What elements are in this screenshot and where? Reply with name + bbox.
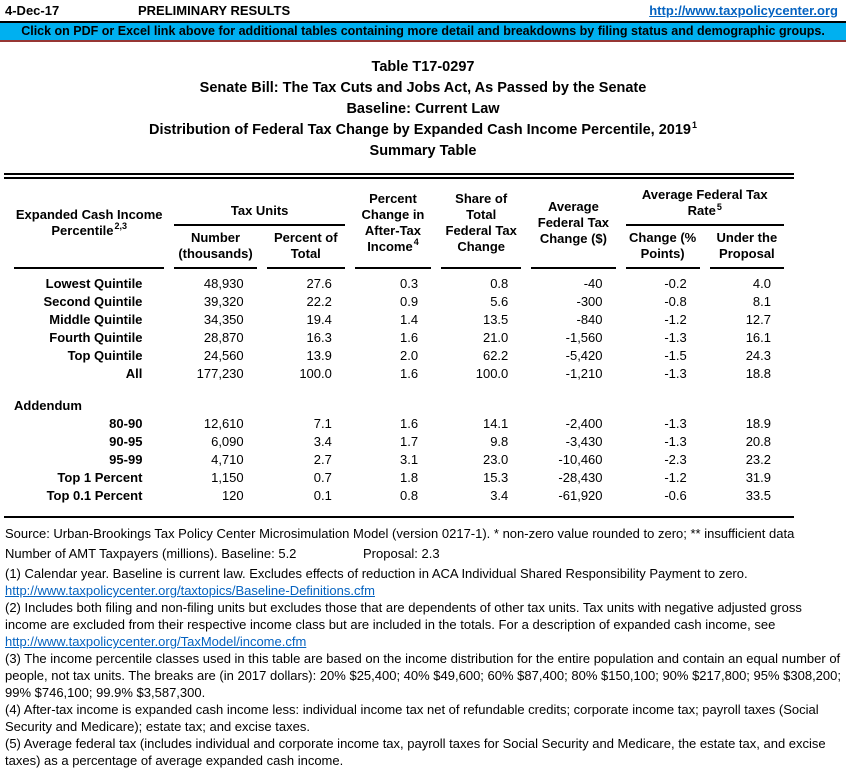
footnote-1: (1) Calendar year. Baseline is current law. Excludes effects of reduction in ACA Individual Shared Responsibility Payment to zero. bbox=[5, 566, 748, 581]
cell: -300 bbox=[576, 294, 603, 309]
table-row bbox=[14, 487, 784, 505]
document-header bbox=[0, 0, 846, 19]
cell: 1.6 bbox=[399, 416, 419, 431]
cell: 1.7 bbox=[399, 434, 419, 449]
cell: -1.3 bbox=[664, 330, 687, 345]
cell: 0.7 bbox=[313, 470, 332, 485]
cell: 16.1 bbox=[745, 330, 771, 345]
cell: 7.1 bbox=[313, 416, 332, 431]
col-header-average-change: Average Federal Tax Change ($) bbox=[531, 179, 615, 269]
baseline-title: Baseline: Current Law bbox=[346, 101, 500, 117]
cell: 1.6 bbox=[399, 366, 419, 381]
table-number-title: Table T17-0297 bbox=[371, 59, 475, 75]
cell: 23.0 bbox=[482, 452, 509, 467]
cell: -1.3 bbox=[664, 416, 687, 431]
col-header-percent-of-total: Percent of Total bbox=[267, 226, 345, 269]
col-header-percentile: Expanded Cash Income Percentile$^{2,3}$ bbox=[14, 179, 164, 269]
row-label: Lowest Quintile bbox=[45, 276, 143, 291]
summary-table-title: Summary Table bbox=[369, 143, 477, 159]
row-label: Top Quintile bbox=[67, 348, 143, 363]
income-definition-link[interactable]: http://www.taxpolicycenter.org/TaxModel/income.cfm bbox=[5, 634, 307, 649]
col-group-average-federal-tax-rate: Average Federal Tax Rate$^5$ bbox=[626, 179, 784, 226]
amt-baseline-value: Number of AMT Taxpayers (millions). Baseline: 5.2 bbox=[5, 546, 297, 561]
addendum-header-row bbox=[14, 397, 784, 415]
col-header-pct-change-after-tax-income: Percent Change in After-Tax Income$^4$ bbox=[355, 179, 431, 269]
cell: 0.8 bbox=[399, 488, 419, 503]
cell: 120 bbox=[221, 488, 244, 503]
cell: 21.0 bbox=[482, 330, 509, 345]
cell: 1,150 bbox=[211, 470, 244, 485]
cell: 2.7 bbox=[313, 452, 332, 467]
cell: -0.8 bbox=[664, 294, 687, 309]
table-row bbox=[14, 347, 784, 365]
table-row bbox=[14, 329, 784, 347]
row-label: Second Quintile bbox=[43, 294, 143, 309]
footnote-ref-1: 1 bbox=[692, 120, 698, 131]
cell: 27.6 bbox=[306, 276, 332, 291]
summary-table-container bbox=[4, 173, 794, 518]
cell: 9.8 bbox=[490, 434, 509, 449]
addendum-label: Addendum bbox=[14, 398, 82, 413]
cell: 1.4 bbox=[399, 312, 419, 327]
cell: 5.6 bbox=[490, 294, 509, 309]
row-label: Fourth Quintile bbox=[49, 330, 143, 345]
cell: -40 bbox=[583, 276, 603, 291]
cell: -1.3 bbox=[664, 434, 687, 449]
footnote-ref-4: 4 bbox=[413, 237, 419, 248]
cell: -61,920 bbox=[558, 488, 603, 503]
cell: -28,430 bbox=[558, 470, 603, 485]
source-note: Source: Urban-Brookings Tax Policy Center Microsimulation Model (version 0217-1). * non-zero value rounded to zero; ** insufficient data bbox=[5, 526, 795, 541]
table-row bbox=[14, 451, 784, 469]
document-date: 4-Dec-17 bbox=[5, 3, 60, 18]
cell: -840 bbox=[576, 312, 603, 327]
cell: 18.8 bbox=[745, 366, 771, 381]
row-label: All bbox=[125, 366, 143, 381]
row-label: Middle Quintile bbox=[49, 312, 143, 327]
cell: -3,430 bbox=[565, 434, 603, 449]
table-row bbox=[14, 415, 784, 433]
footnote-ref-5: 5 bbox=[716, 201, 722, 212]
cell: 22.2 bbox=[306, 294, 332, 309]
amt-taxpayers-note bbox=[5, 545, 842, 562]
baseline-definitions-link[interactable]: http://www.taxpolicycenter.org/taxtopics/Baseline-Definitions.cfm bbox=[5, 583, 375, 598]
col-group-tax-units: Tax Units bbox=[174, 179, 344, 226]
footnote-ref-2-3: 2,3 bbox=[114, 221, 128, 232]
cell: 48,930 bbox=[203, 276, 244, 291]
cell: -1.2 bbox=[664, 312, 687, 327]
cell: 3.1 bbox=[399, 452, 419, 467]
col-header-change-points: Change (% Points) bbox=[626, 226, 700, 269]
footnote-3: (3) The income percentile classes used in this table are based on the income distribution for the entire population and contain an equal number of people, not tax units. The breaks are (in 2017 dollars): 20% $25,400; 40% $49,600; 60% $87,400; 80% $150,100; 90% $217,800; 95% $308,200; 99% $746,100; 99.9% $3,587,300. bbox=[5, 651, 841, 700]
cell: -1.3 bbox=[664, 366, 687, 381]
row-label: 80-90 bbox=[109, 416, 143, 431]
cell: 1.6 bbox=[399, 330, 419, 345]
cell: 177,230 bbox=[196, 366, 244, 381]
preliminary-results-label: PRELIMINARY RESULTS bbox=[138, 3, 291, 18]
cell: -5,420 bbox=[565, 348, 603, 363]
footnote-4: (4) After-tax income is expanded cash income less: individual income tax net of refundable credits; corporate income tax; payroll taxes (Social Security and Medicare); estate tax; and excise taxes. bbox=[5, 702, 819, 734]
table-row bbox=[14, 311, 784, 329]
cell: -0.2 bbox=[664, 276, 687, 291]
table-row bbox=[14, 433, 784, 451]
cell: -1.5 bbox=[664, 348, 687, 363]
row-label: 90-95 bbox=[109, 434, 143, 449]
taxpolicycenter-link[interactable]: http://www.taxpolicycenter.org bbox=[649, 3, 838, 18]
table-row bbox=[14, 469, 784, 487]
cell: 24.3 bbox=[745, 348, 771, 363]
cell: -0.6 bbox=[664, 488, 687, 503]
cell: -1,560 bbox=[565, 330, 603, 345]
cell: -10,460 bbox=[558, 452, 603, 467]
footnote-1-link-container bbox=[5, 582, 842, 599]
cell: 1.8 bbox=[399, 470, 419, 485]
cell: -1,210 bbox=[565, 366, 603, 381]
cell: 15.3 bbox=[482, 470, 509, 485]
cell: 6,090 bbox=[211, 434, 244, 449]
title-block bbox=[0, 57, 846, 162]
cell: 12.7 bbox=[745, 312, 771, 327]
cell: 31.9 bbox=[745, 470, 771, 485]
cell: 20.8 bbox=[745, 434, 771, 449]
cell: 18.9 bbox=[745, 416, 771, 431]
distribution-title: Distribution of Federal Tax Change by Expanded Cash Income Percentile, 2019$^1$ bbox=[148, 120, 698, 138]
cell: 3.4 bbox=[313, 434, 332, 449]
footnote-2: (2) Includes both filing and non-filing units but excludes those that are dependents of other tax units. Tax units with negative adjusted gross income are excluded from their respective income class but are included in the totals. For a description of expanded cash income, see bbox=[5, 600, 802, 632]
footnotes bbox=[5, 525, 842, 769]
cell: 14.1 bbox=[482, 416, 509, 431]
col-header-number-thousands: Number (thousands) bbox=[174, 226, 256, 269]
cell: 4.0 bbox=[752, 276, 771, 291]
cell: 100.0 bbox=[299, 366, 332, 381]
cell: -1.2 bbox=[664, 470, 687, 485]
cell: 28,870 bbox=[203, 330, 244, 345]
spacer-row bbox=[14, 383, 784, 397]
cell: 24,560 bbox=[203, 348, 244, 363]
info-banner: Click on PDF or Excel link above for additional tables containing more detail and breakdowns by filing status and demographic groups. bbox=[0, 23, 846, 42]
footnote-2-link-container bbox=[5, 633, 842, 650]
cell: 39,320 bbox=[203, 294, 244, 309]
table-row bbox=[14, 269, 784, 293]
footnote-5: (5) Average federal tax (includes individual and corporate income tax, payroll taxes for Social Security and Medicare, the estate tax, and excise taxes) as a percentage of average expanded cash income. bbox=[5, 736, 826, 768]
amt-proposal-value: Proposal: 2.3 bbox=[363, 546, 440, 561]
cell: -2.3 bbox=[664, 452, 687, 467]
cell: 13.9 bbox=[306, 348, 332, 363]
summary-table bbox=[4, 179, 794, 505]
cell: 34,350 bbox=[203, 312, 244, 327]
row-label: Top 0.1 Percent bbox=[46, 488, 143, 503]
cell: -2,400 bbox=[565, 416, 603, 431]
cell: 33.5 bbox=[745, 488, 771, 503]
cell: 0.8 bbox=[490, 276, 509, 291]
cell: 62.2 bbox=[482, 348, 509, 363]
cell: 2.0 bbox=[399, 348, 419, 363]
cell: 19.4 bbox=[306, 312, 332, 327]
cell: 0.1 bbox=[313, 488, 332, 503]
cell: 100.0 bbox=[475, 366, 509, 381]
cell: 23.2 bbox=[745, 452, 771, 467]
cell: 12,610 bbox=[203, 416, 244, 431]
cell: 8.1 bbox=[752, 294, 771, 309]
cell: 0.3 bbox=[399, 276, 419, 291]
cell: 3.4 bbox=[490, 488, 509, 503]
row-label: 95-99 bbox=[109, 452, 143, 467]
col-header-share-of-total: Share of Total Federal Tax Change bbox=[441, 179, 521, 269]
row-label: Top 1 Percent bbox=[57, 470, 143, 485]
table-row bbox=[14, 365, 784, 383]
cell: 4,710 bbox=[211, 452, 244, 467]
cell: 0.9 bbox=[399, 294, 419, 309]
site-link-container bbox=[649, 3, 838, 18]
cell: 13.5 bbox=[482, 312, 509, 327]
cell: 16.3 bbox=[306, 330, 332, 345]
bill-title: Senate Bill: The Tax Cuts and Jobs Act, As Passed by the Senate bbox=[199, 80, 647, 96]
col-header-under-proposal: Under the Proposal bbox=[710, 226, 784, 269]
table-row bbox=[14, 293, 784, 311]
